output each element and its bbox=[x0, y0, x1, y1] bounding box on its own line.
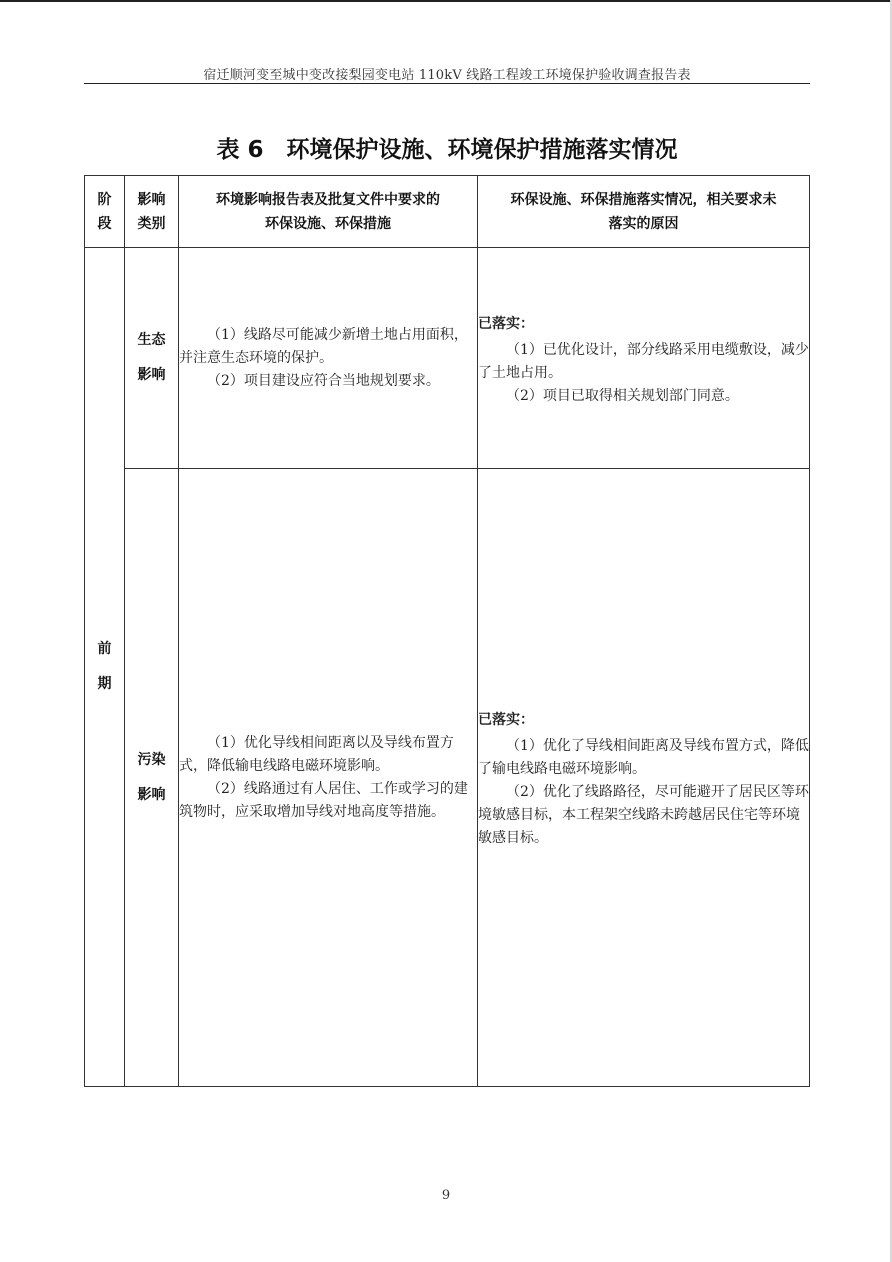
requirement-item: （2）项目建设应符合当地规划要求。 bbox=[207, 372, 440, 389]
requirement-item: （1）优化导线相间距离以及导线布置方式，降低输电线路电磁环境影响。 bbox=[179, 734, 454, 774]
header-implementation-line-1: 环保设施、环保措施落实情况，相关要求未 bbox=[510, 191, 777, 208]
header-impact-type-line-1: 影响 bbox=[137, 191, 166, 208]
table-header-row bbox=[85, 176, 810, 248]
header-requirements-line-2: 环保设施、环保措施 bbox=[265, 215, 391, 232]
requirements-ecology bbox=[179, 248, 478, 469]
page-top-border bbox=[0, 0, 892, 2]
table-row-ecology bbox=[85, 248, 810, 469]
header-stage-line-2: 段 bbox=[97, 215, 112, 232]
stage-char-1: 前 bbox=[97, 641, 112, 657]
header-requirements-line-1: 环境影响报告表及批复文件中要求的 bbox=[216, 191, 440, 208]
impact-type-ecology bbox=[125, 248, 179, 469]
requirements-pollution bbox=[179, 469, 478, 1087]
requirement-item: （2）线路通过有人居住、工作或学习的建筑物时，应采取增加导线对地高度等措施。 bbox=[179, 780, 468, 820]
header-implementation-line-2: 落实的原因 bbox=[608, 215, 679, 232]
header-impact-type bbox=[125, 176, 179, 248]
page-number: 9 bbox=[441, 1188, 451, 1203]
running-header: 宿迁顺河变至城中变改接梨园变电站 110kV 线路工程竣工环境保护验收调查报告表 bbox=[203, 68, 691, 83]
impact-type-pollution-line-1: 污染 bbox=[137, 751, 166, 768]
table-title: 表 6 环境保护设施、环境保护措施落实情况 bbox=[216, 137, 678, 163]
header-stage bbox=[85, 176, 125, 248]
stage-char-2: 期 bbox=[97, 676, 112, 692]
header-impact-type-line-2: 类别 bbox=[137, 215, 166, 232]
impact-type-ecology-line-1: 生态 bbox=[137, 332, 166, 348]
impact-type-pollution-line-2: 影响 bbox=[137, 786, 166, 803]
implementation-item: （1）优化了导线相间距离及导线布置方式，降低了输电线路电磁环境影响。 bbox=[478, 738, 809, 777]
implementation-item: （2）项目已取得相关规划部门同意。 bbox=[506, 387, 739, 404]
implementation-pollution bbox=[478, 469, 810, 1087]
implementation-ecology bbox=[478, 248, 810, 469]
requirement-item: （1）线路尽可能减少新增土地占用面积，并注意生态环境的保护。 bbox=[179, 326, 468, 366]
header-requirements bbox=[179, 176, 478, 248]
impact-type-ecology-line-2: 影响 bbox=[137, 367, 166, 383]
table-row-pollution bbox=[85, 469, 810, 1087]
implementation-item: （2）优化了线路路径，尽可能避开了居民区等环境敏感目标，本工程架空线路未跨越居民住宅等环境敏感目标。 bbox=[478, 784, 809, 846]
stage-cell bbox=[85, 248, 125, 1087]
status-label: 已落实： bbox=[478, 712, 534, 728]
header-rule bbox=[84, 83, 810, 84]
implementation-item: （1）已优化设计，部分线路采用电缆敷设，减少了土地占用。 bbox=[478, 341, 809, 381]
header-stage-line-1: 阶 bbox=[97, 191, 112, 208]
status-label: 已落实： bbox=[478, 315, 534, 332]
impact-type-pollution bbox=[125, 469, 179, 1087]
header-implementation bbox=[478, 176, 810, 248]
measures-table bbox=[84, 175, 810, 1087]
